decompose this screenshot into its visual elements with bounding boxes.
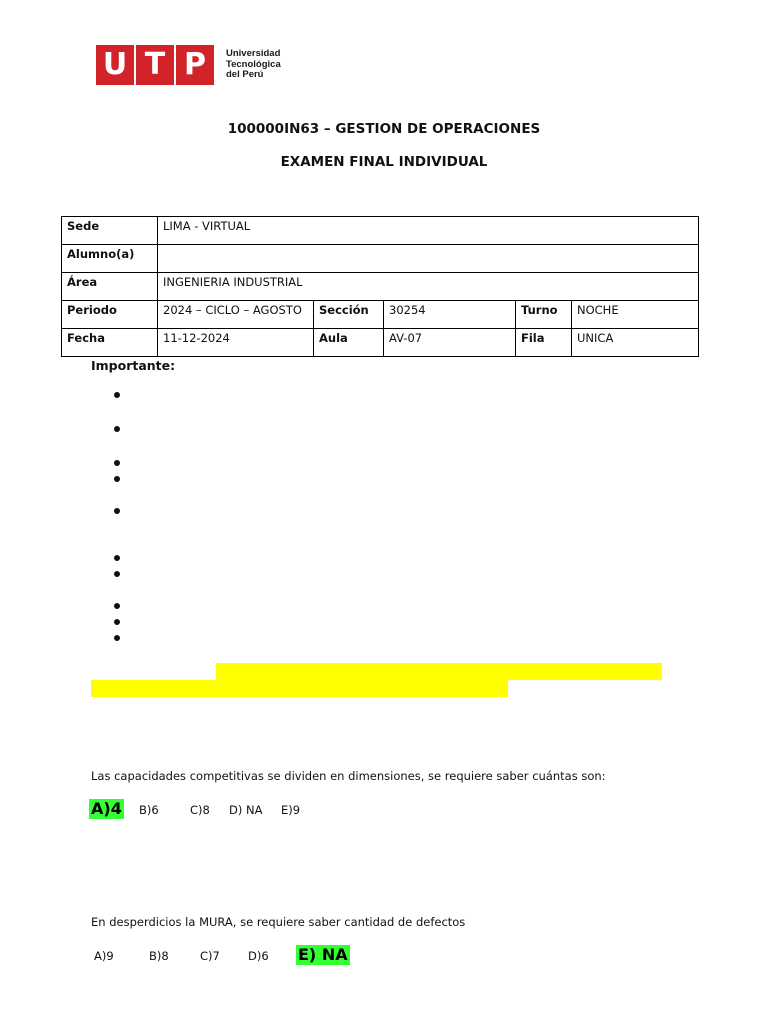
question-1-option-b[interactable]: B)6 (139, 803, 159, 817)
seccion-value: 30254 (384, 301, 516, 329)
table-row (62, 273, 699, 301)
logo-line-1: Universidad (226, 48, 281, 60)
question-1-text: Las capacidades competitivas se dividen en dimensiones, se requiere saber cuántas son: (91, 769, 606, 783)
area-value: INGENIERIA INDUSTRIAL (158, 273, 699, 301)
area-label: Área (62, 273, 158, 301)
logo-letter-u: U (96, 45, 134, 85)
aula-value: AV-07 (384, 329, 516, 357)
bullet-point (114, 508, 120, 514)
course-title: 100000IN63 – GESTION DE OPERACIONES (227, 121, 541, 137)
bullet-point (114, 392, 120, 398)
table-row (62, 301, 699, 329)
alumno-label: Alumno(a) (62, 245, 158, 273)
sede-label: Sede (62, 217, 158, 245)
logo-letter-t: T (136, 45, 174, 85)
fecha-value: 11-12-2024 (158, 329, 314, 357)
bullet-point (114, 603, 120, 609)
logo-line-2: Tecnológica (226, 58, 281, 70)
bullet-point (114, 571, 120, 577)
question-2-option-a[interactable]: A)9 (94, 949, 114, 963)
yellow-highlight-line-1 (216, 663, 662, 680)
fila-label: Fila (516, 329, 572, 357)
bullet-point (114, 460, 120, 466)
fila-value: UNICA (572, 329, 699, 357)
bullet-point (114, 635, 120, 641)
bullet-point (114, 426, 120, 432)
sede-value: LIMA - VIRTUAL (158, 217, 699, 245)
importante-heading: Importante: (91, 358, 176, 373)
exam-title: EXAMEN FINAL INDIVIDUAL (280, 154, 488, 170)
question-1-option-c[interactable]: C)8 (190, 803, 210, 817)
yellow-highlight-line-2 (91, 680, 508, 697)
periodo-label: Periodo (62, 301, 158, 329)
aula-label: Aula (314, 329, 384, 357)
table-row (62, 329, 699, 357)
bullet-point (114, 619, 120, 625)
table-row (62, 217, 699, 245)
logo-university-name (226, 49, 281, 81)
question-2-option-c[interactable]: C)7 (200, 949, 220, 963)
question-1-option-e[interactable]: E)9 (281, 803, 301, 817)
logo-letter-p: P (176, 45, 214, 85)
question-1-option-d[interactable]: D) NA (229, 803, 263, 817)
logo-line-3: del Perú (226, 69, 264, 81)
alumno-value (158, 245, 699, 273)
seccion-label: Sección (314, 301, 384, 329)
turno-label: Turno (516, 301, 572, 329)
question-2-option-e-selected[interactable]: E) NA (298, 945, 348, 964)
fecha-label: Fecha (62, 329, 158, 357)
utp-logo (96, 45, 281, 85)
utp-logo-mark (96, 45, 216, 85)
exam-info-table (61, 216, 699, 357)
question-1-option-a-selected[interactable]: A)4 (91, 799, 122, 818)
bullet-point (114, 476, 120, 482)
question-2-option-d[interactable]: D)6 (248, 949, 269, 963)
question-2-option-b[interactable]: B)8 (149, 949, 169, 963)
question-2-text: En desperdicios la MURA, se requiere saber cantidad de defectos (91, 915, 466, 929)
turno-value: NOCHE (572, 301, 699, 329)
periodo-value: 2024 – CICLO – AGOSTO (158, 301, 314, 329)
bullet-point (114, 555, 120, 561)
table-row (62, 245, 699, 273)
